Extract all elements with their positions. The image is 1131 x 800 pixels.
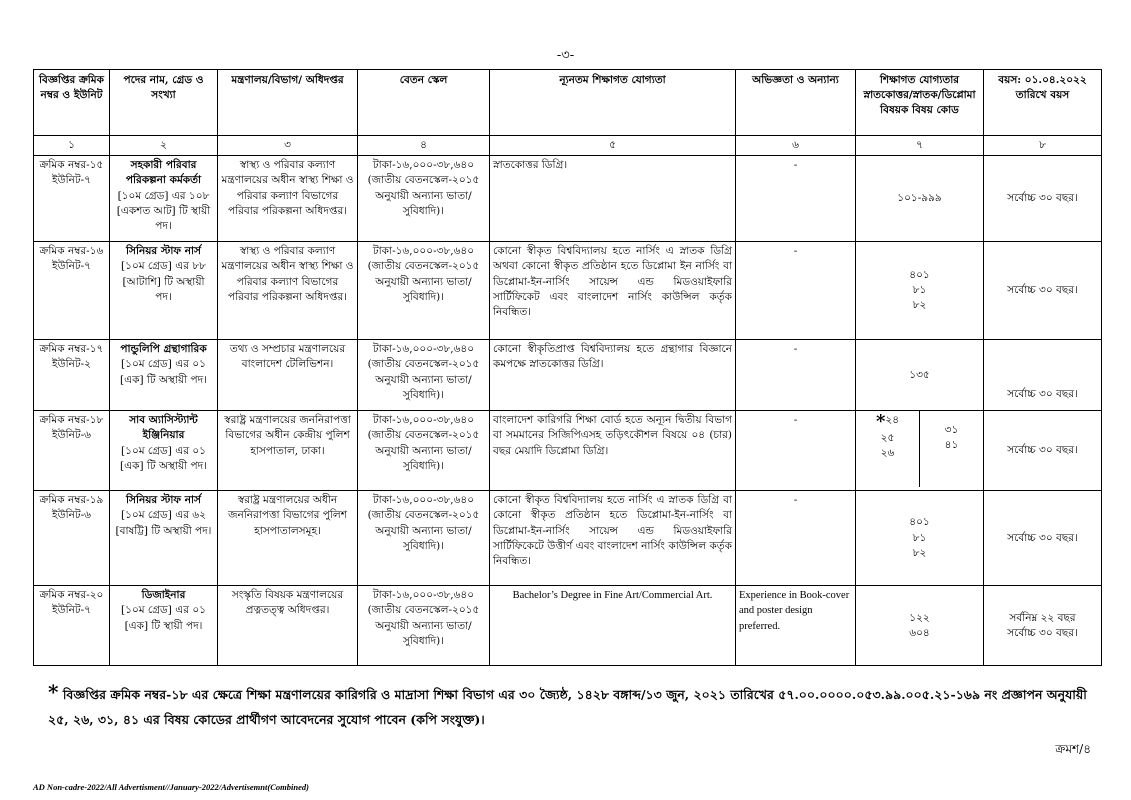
post-cell: [110, 340, 218, 411]
subject-code-cell: [856, 156, 984, 242]
subject-code-cell: [856, 411, 984, 491]
post-detail: [১০ম গ্রেড] এর ৮৮ [আটাশি] টি অস্থায়ী পদ।: [121, 260, 206, 303]
subject-code: ২৪: [885, 414, 900, 427]
page-number: -৩-: [556, 48, 575, 63]
column-number: ১: [34, 136, 110, 156]
header-age: বয়স: ০১.০৪.২০২২ তারিখে বয়স: [984, 70, 1102, 136]
post-cell: [110, 586, 218, 666]
experience-cell: -: [736, 242, 856, 340]
column-number: ৩: [218, 136, 358, 156]
continued-marker: ক্রমশ/৪: [1055, 742, 1091, 756]
table-row: [34, 411, 1102, 491]
header-ministry: মন্ত্রণালয়/বিভাগ/ অধিদপ্তর: [218, 70, 358, 136]
age-cell: সর্বোচ্চ ৩০ বছর।: [984, 491, 1102, 586]
subject-code: ৮২: [912, 299, 927, 312]
ministry-cell: স্বরাষ্ট্র মন্ত্রণালয়ের অধীন জননিরাপত্তা বিভাগের পুলিশ হাসপাতালসমূহ।: [218, 491, 358, 586]
post-cell: [110, 411, 218, 491]
subject-code: ১৩৫: [909, 368, 930, 381]
subject-code-cell: [856, 586, 984, 666]
footnote: [48, 675, 1093, 730]
serial-cell: ক্রমিক নম্বর-১৮ ইউনিট-৬: [34, 411, 110, 491]
age-cell: [984, 340, 1102, 411]
subject-code-cell: [856, 340, 984, 411]
footnote-asterisk: *: [48, 680, 59, 704]
footer-path: AD Non-cadre-2022/All Advertisment//January-2022/Advertisemnt(Combined): [33, 782, 309, 792]
pay-scale-cell: টাকা-১৬,০০০-৩৮,৬৪০ (জাতীয় বেতনস্কেল-২০১৫ অনুযায়ী অন্যান্য ভাতা/সুবিধাদি)।: [358, 156, 490, 242]
serial-cell: ক্রমিক নম্বর-১৭ ইউনিট-২: [34, 340, 110, 411]
subject-code-cell: [856, 242, 984, 340]
subject-code: ৬০৪: [909, 626, 930, 639]
pay-scale-cell: টাকা-১৬,০০০-৩৮,৬৪০ (জাতীয় বেতনস্কেল-২০১৫ অনুযায়ী অন্যান্য ভাতা/সুবিধাদি)।: [358, 586, 490, 666]
ministry-cell: সংস্কৃতি বিষয়ক মন্ত্রণালয়ের প্রত্নতত্ত্ব অধিদপ্তর।: [218, 586, 358, 666]
serial-cell: ক্রমিক নম্বর-১৯ ইউনিট-৬: [34, 491, 110, 586]
post-name: সিনিয়র স্টাফ নার্স: [126, 494, 201, 507]
qualification-cell: বাংলাদেশ কারিগরি শিক্ষা বোর্ড হতে অন্যূন দ্বিতীয় বিভাগ বা সমমানের সিজিপিএসহ তড়িৎকৌশল বিষয়ে ০৪ (চার) বছর মেয়াদি ডিপ্লোমা ডিগ্রি।: [490, 411, 736, 491]
age-cell: সর্বোচ্চ ৩০ বছর।: [984, 156, 1102, 242]
qualification-cell: কোনো স্বীকৃত বিশ্ববিদ্যালয় হতে নার্সিং এ স্নাতক ডিগ্রি বা কোনো স্বীকৃত প্রতিষ্ঠান হতে ডিপ্লোমা-ইন-নার্সিং বা ডিপ্লোমা-ইন-নার্সিং সায়েন্স এন্ড মিডওয়াইফারি সার্টিফিকেটে উত্তীর্ণ এবং বাংলাদেশ নার্সিং কাউন্সিল কর্তৃক নিবন্ধিত।: [490, 491, 736, 586]
table-row: [34, 156, 1102, 242]
qualification-cell: স্নাতকোত্তর ডিগ্রি।: [490, 156, 736, 242]
post-name: ডিজাইনার: [141, 589, 186, 602]
column-number-row: [34, 136, 1102, 156]
footnote-text: বিজ্ঞপ্তির ক্রমিক নম্বর-১৮ এর ক্ষেত্রে শিক্ষা মন্ত্রণালয়ের কারিগরি ও মাদ্রাসা শিক্ষা বিভাগ এর ৩০ জ্যৈষ্ঠ, ১৪২৮ বঙ্গাব্দ/১৩ জুন, ২০২১ তারিখের ৫৭.০০.০০০০.০৫৩.৯৯.০০৫.২১-১৬৯ নং প্রজ্ঞাপন অনুযায়ী ২৫, ২৬, ৩১, ৪১ এর বিষয় কোডের প্রার্থীগণ আবেদনের সুযোগ পাবেন (কপি সংযুক্ত)।: [48, 687, 1087, 727]
column-number: ৮: [984, 136, 1102, 156]
ministry-cell: স্বাস্থ্য ও পরিবার কল্যাণ মন্ত্রণালয়ের অধীন স্বাস্থ্য শিক্ষা ও পরিবার কল্যাণ বিভাগের পরিবার পরিকল্পনা অধিদপ্তর।: [218, 156, 358, 242]
post-cell: [110, 491, 218, 586]
header-pay-scale: বেতন স্কেল: [358, 70, 490, 136]
serial-cell: ক্রমিক নম্বর-২০ ইউনিট-৭: [34, 586, 110, 666]
ministry-cell: তথ্য ও সম্প্রচার মন্ত্রণালয়ের বাংলাদেশ টেলিভিশন।: [218, 340, 358, 411]
pay-scale-cell: টাকা-১৬,০০০-৩৮,৬৪০ (জাতীয় বেতনস্কেল-২০১৫ অনুযায়ী অন্যান্য ভাতা/সুবিধাদি)।: [358, 411, 490, 491]
column-number: ৭: [856, 136, 984, 156]
subject-code: ৩১: [944, 424, 959, 437]
experience-cell: -: [736, 411, 856, 491]
qualification-cell: Bachelor’s Degree in Fine Art/Commercial Art.: [490, 586, 736, 666]
serial-cell: ক্রমিক নম্বর-১৬ ইউনিট-৭: [34, 242, 110, 340]
age-cell: [984, 586, 1102, 666]
subject-code: ২৫: [880, 432, 895, 445]
experience-cell: -: [736, 491, 856, 586]
post-detail: [১০ম গ্রেড] এর ১০৮ [একশত আট] টি স্থায়ী পদ।: [116, 189, 211, 233]
qualification-cell: কোনো স্বীকৃত বিশ্ববিদ্যালয় হতে নার্সিং এ স্নাতক ডিগ্রি অথবা কোনো স্বীকৃত প্রতিষ্ঠান হতে ডিপ্লোমা ইন নার্সিং বা ডিপ্লোমা-ইন-নার্সিং সায়েন্স এন্ড মিডওয়াইফারি সার্টিফিকেট এবং বাংলাদেশ নার্সিং কাউন্সিল কর্তৃক নিবন্ধিত।: [490, 242, 736, 340]
header-experience: অভিজ্ঞতা ও অন্যান্য: [736, 70, 856, 136]
subject-code: ৮১: [912, 531, 927, 544]
recruitment-table: [33, 69, 1102, 666]
subject-code: ১০১-৯৯৯: [897, 192, 942, 205]
subject-code: ৮১: [912, 284, 927, 297]
subject-code-cell: [856, 491, 984, 586]
table-row: [34, 242, 1102, 340]
pay-scale-cell: টাকা-১৬,০০০-৩৮,৬৪০ (জাতীয় বেতনস্কেল-২০১৫ অনুযায়ী অন্যান্য ভাতা/সুবিধাদি)।: [358, 242, 490, 340]
experience-cell: Experience in Book-cover and poster design preferred.: [736, 586, 856, 666]
age-min: সর্বনিম্ন ২২ বছর: [1009, 611, 1076, 624]
post-name: সাব অ্যাসিস্ট্যান্ট ইঞ্জিনিয়ার: [129, 414, 198, 442]
serial-cell: ক্রমিক নম্বর-১৫ ইউনিট-৭: [34, 156, 110, 242]
post-detail: [১০ম গ্রেড] এর ০১ [এক] টি অস্থায়ী পদ।: [120, 444, 207, 472]
post-name: পান্ডুলিপি গ্রন্থাগারিক: [120, 343, 207, 356]
age-max: সর্বোচ্চ ৩০ বছর।: [1007, 626, 1078, 639]
post-detail: [১০ম গ্রেড] এর ০১ [এক] টি স্থায়ী পদ।: [121, 604, 206, 632]
subject-code: ৪০১: [909, 516, 930, 529]
post-cell: [110, 242, 218, 340]
ministry-cell: স্বরাষ্ট্র মন্ত্রণালয়ের জননিরাপত্তা বিভাগের অধীন কেন্দ্রীয় পুলিশ হাসপাতাল, ঢাকা।: [218, 411, 358, 491]
header-qualification: ন্যূনতম শিক্ষাগত যোগ্যতা: [490, 70, 736, 136]
experience-cell: -: [736, 156, 856, 242]
header-subject-code: শিক্ষাগত যোগ্যতার স্নাতকোত্তর/স্নাতক/ডিপ্লোমা বিষয়ক বিষয় কোড: [856, 70, 984, 136]
column-number: ৬: [736, 136, 856, 156]
asterisk-marker: *: [875, 411, 886, 433]
header-serial: বিজ্ঞপ্তির ক্রমিক নম্বর ও ইউনিট: [34, 70, 110, 136]
age-cell: সর্বোচ্চ ৩০ বছর।: [984, 242, 1102, 340]
subject-code: ১২২: [909, 611, 930, 624]
column-number: ৪: [358, 136, 490, 156]
pay-scale-cell: টাকা-১৬,০০০-৩৮,৬৪০ (জাতীয় বেতনস্কেল-২০১৫ অনুযায়ী অন্যান্য ভাতা/সুবিধাদি)।: [358, 491, 490, 586]
header-row: [34, 70, 1102, 136]
subject-code: ৪০১: [909, 268, 930, 281]
post-detail: [১০ম গ্রেড] এর ৬২ [বাষট্টি] টি অস্থায়ী পদ।: [115, 509, 212, 537]
column-number: ২: [110, 136, 218, 156]
table-row: [34, 491, 1102, 586]
subject-code: ৪১: [944, 439, 959, 452]
post-name: সিনিয়র স্টাফ নার্স: [126, 245, 201, 258]
age-max: সর্বোচ্চ ৩০ বছর।: [1007, 388, 1078, 400]
experience-cell: -: [736, 340, 856, 411]
ministry-cell: স্বাস্থ্য ও পরিবার কল্যাণ মন্ত্রণালয়ের অধীন স্বাস্থ্য শিক্ষা ও পরিবার কল্যাণ বিভাগের পরিবার পরিকল্পনা অধিদপ্তর।: [218, 242, 358, 340]
pay-scale-cell: টাকা-১৬,০০০-৩৮,৬৪০ (জাতীয় বেতনস্কেল-২০১৫ অনুযায়ী অন্যান্য ভাতা/সুবিধাদি)।: [358, 340, 490, 411]
header-post: পদের নাম, গ্রেড ও সংখ্যা: [110, 70, 218, 136]
post-cell: [110, 156, 218, 242]
subject-code: ৮২: [912, 546, 927, 559]
post-name: সহকারী পরিবার পরিকল্পনা কর্মকর্তা: [125, 159, 202, 187]
post-detail: [১০ম গ্রেড] এর ০১ [এক] টি অস্থায়ী পদ।: [120, 358, 207, 386]
table-row: [34, 586, 1102, 666]
age-cell: সর্বোচ্চ ৩০ বছর।: [984, 411, 1102, 491]
qualification-cell: কোনো স্বীকৃতিপ্রাপ্ত বিশ্ববিদ্যালয় হতে গ্রন্থাগার বিজ্ঞানে কমপক্ষে স্নাতকোত্তর ডিগ্রি।: [490, 340, 736, 411]
subject-code: ২৬: [880, 447, 895, 460]
column-number: ৫: [490, 136, 736, 156]
table-row: [34, 340, 1102, 411]
